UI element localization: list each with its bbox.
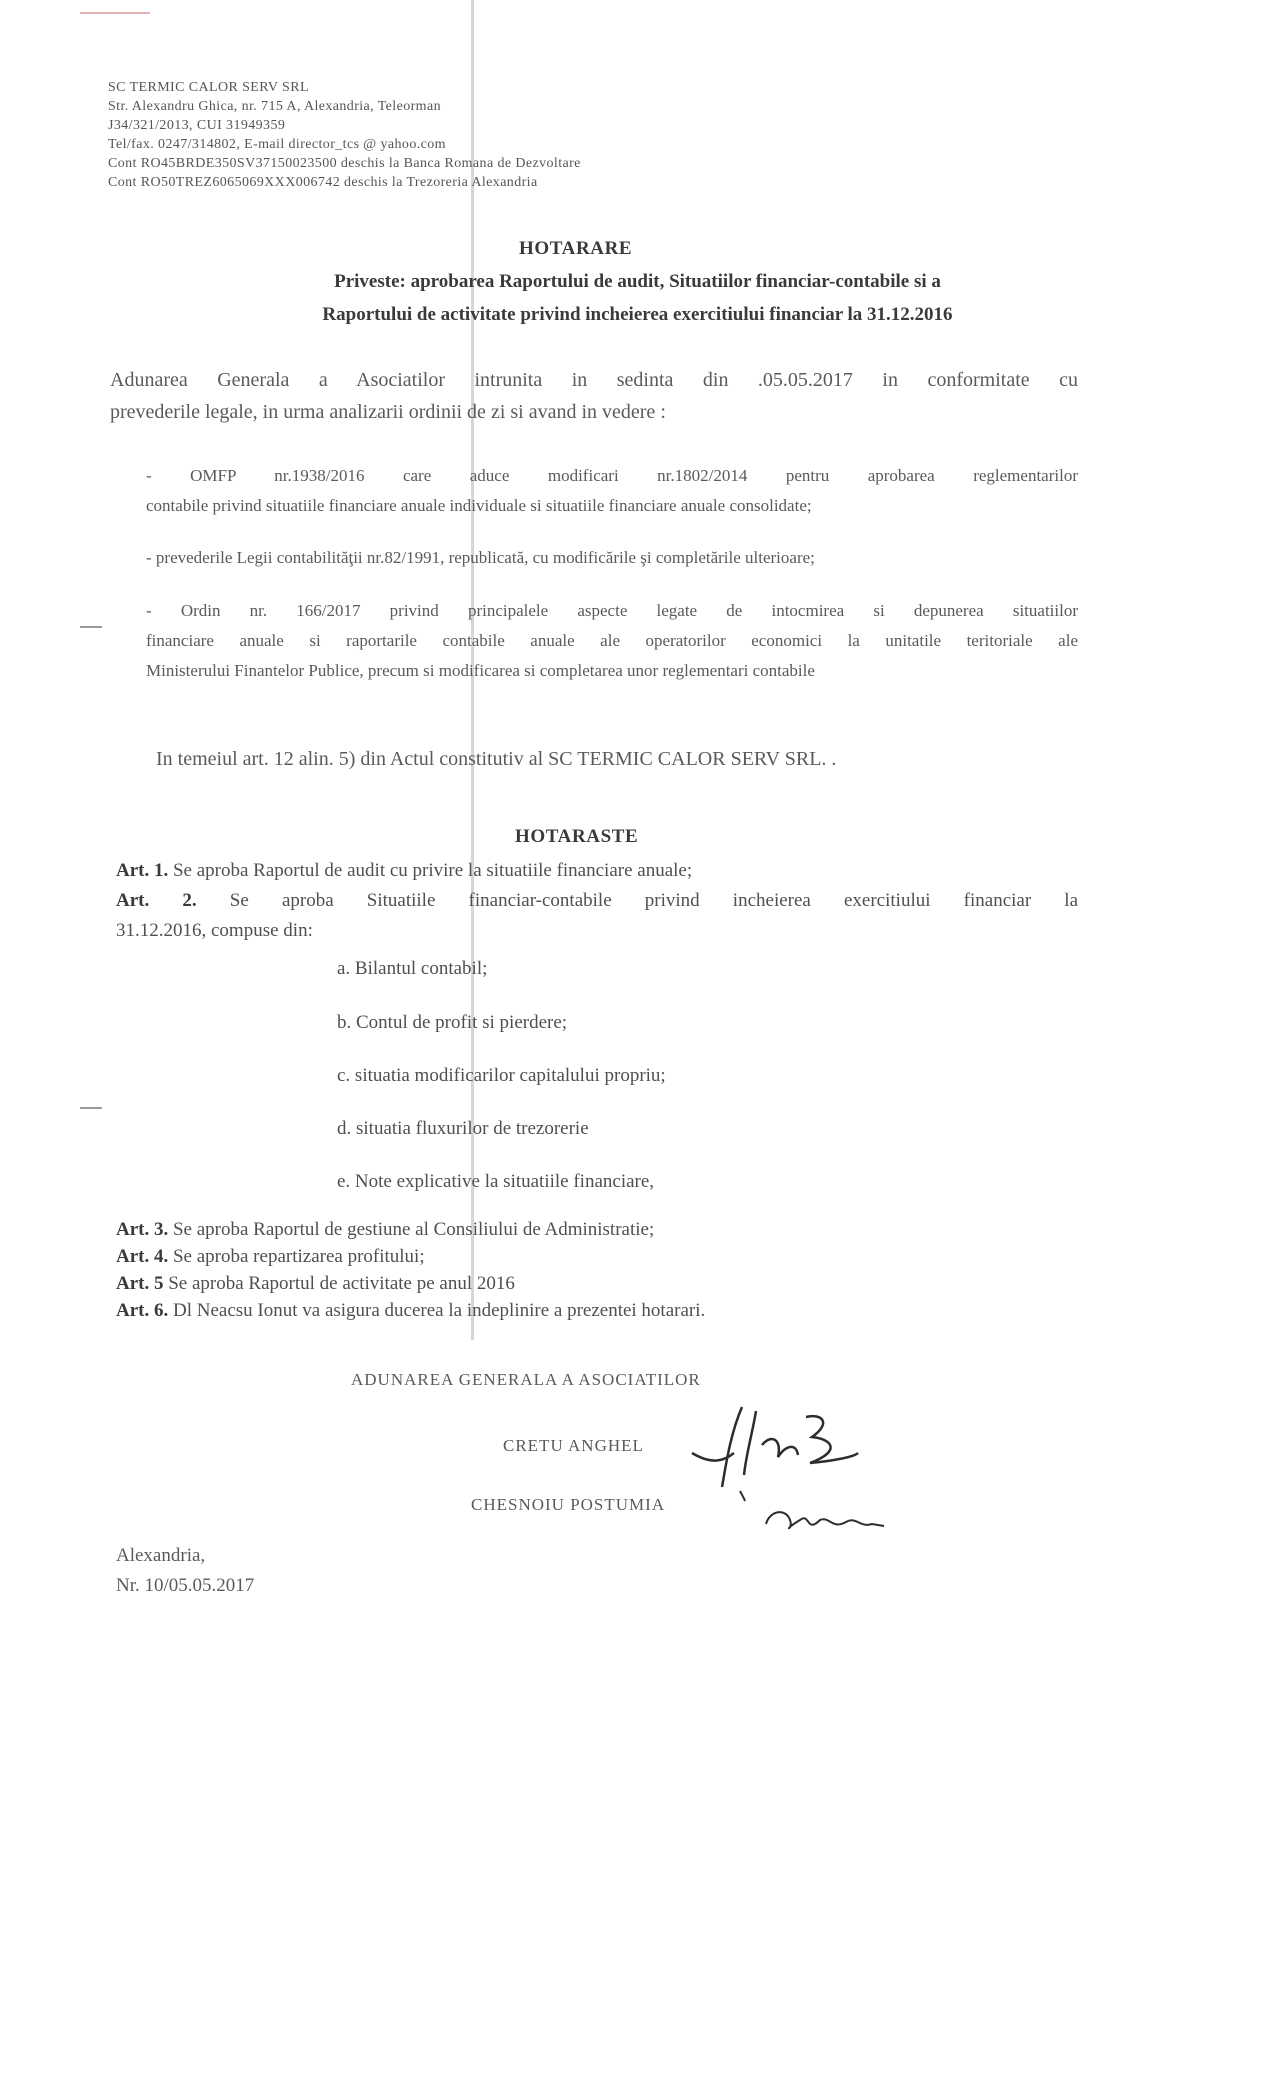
article-2-line-2: 31.12.2016, compuse din: [116,920,313,941]
intro-line-1: Adunarea Generala a Asociatilor intrunita in sedinta din .05.05.2017 in conformitate cu [110,369,1078,391]
article-text: Se aproba Situatiile financiar-contabile privind incheierea exercitiului financiar la [229,890,1079,911]
signatory-2-name: CHESNOIU POSTUMIA [471,1495,666,1514]
article-label: Art. 1. [116,860,169,881]
article-label: Art. 5 [116,1273,164,1294]
component-item: c. situatia modificarilor capitalului propriu; [337,1065,666,1086]
article-label: Art. 6. [116,1300,169,1321]
article-5 [116,1273,515,1295]
article-label: Art. 2. [116,890,197,911]
place: Alexandria, [116,1545,206,1566]
document-number: Nr. 10/05.05.2017 [116,1575,255,1596]
article-text: Se aproba Raportul de gestiune al Consiliului de Administratie; [172,1219,655,1240]
article-text: Se aproba repartizarea profitului; [172,1246,425,1267]
company-address: Str. Alexandru Ghica, nr. 715 A, Alexandria, Teleorman [108,99,441,114]
document-title: HOTARARE [519,238,633,259]
assembly-title: ADUNAREA GENERALA A ASOCIATILOR [351,1370,701,1389]
consideration-3-line-2: financiare anuale si raportarile contabile anuale ale operatorilor economici la unitatile teritoriale ale [146,631,1078,650]
scan-speck [80,626,102,628]
intro-line-2: prevederile legale, in urma analizarii ordinii de zi si avand in vedere : [110,401,666,423]
subject-line-2: Raportului de activitate privind incheierea exercitiului financiar la 31.12.2016 [322,304,953,325]
subject-line-1: Priveste: aprobarea Raportului de audit, Situatiilor financiar-contabile si a [334,271,941,292]
scan-speck [80,12,150,14]
component-item: e. Note explicative la situatiile financiare, [337,1171,655,1192]
article-text: Se aproba Raportul de activitate pe anul 2016 [168,1273,515,1294]
article-6 [116,1300,705,1322]
article-label: Art. 4. [116,1246,169,1267]
legal-basis: In temeiul art. 12 alin. 5) din Actul constitutiv al SC TERMIC CALOR SERV SRL. . [156,748,837,770]
company-contact: Tel/fax. 0247/314802, E-mail director_tcs @ yahoo.com [108,137,446,152]
component-item: b. Contul de profit si pierdere; [337,1012,568,1033]
article-label: Art. 3. [116,1219,169,1240]
article-1 [116,860,692,882]
consideration-3-line-1: - Ordin nr. 166/2017 privind principalele aspecte legate de intocmirea si depunerea situatiilor [146,601,1078,620]
article-text: Se aproba Raportul de audit cu privire la situatiile financiare anuale; [172,860,693,881]
decides-heading: HOTARASTE [515,826,639,847]
consideration-1-line-1: - OMFP nr.1938/2016 care aduce modificari nr.1802/2014 pentru aprobarea reglementarilor [146,466,1078,485]
consideration-2-line-1: - prevederile Legii contabilităţii nr.82/1991, republicată, cu modificările şi completările ulterioare; [146,548,815,567]
article-text: Dl Neacsu Ionut va asigura ducerea la indeplinire a prezentei hotarari. [172,1300,706,1321]
bank-account-2: Cont RO50TREZ6065069XXX006742 deschis la Trezoreria Alexandria [108,175,538,190]
article-4 [116,1246,425,1268]
signature-2-mark [760,1490,890,1540]
component-item: d. situatia fluxurilor de trezorerie [337,1118,589,1139]
consideration-3-line-3: Ministerului Finantelor Publice, precum si modificarea si completarea unor reglementari contabile [146,661,815,680]
article-3 [116,1219,654,1241]
article-2-line-1 [116,890,1078,912]
component-item: a. Bilantul contabil; [337,958,488,979]
signature-1-mark [682,1395,882,1505]
signatory-1-name: CRETU ANGHEL [503,1436,644,1455]
company-registration: J34/321/2013, CUI 31949359 [108,118,286,133]
scan-speck [80,1107,102,1109]
consideration-1-line-2: contabile privind situatiile financiare anuale individuale si situatiile financiare anuale consolidate; [146,496,812,515]
bank-account-1: Cont RO45BRDE350SV37150023500 deschis la Banca Romana de Dezvoltare [108,156,581,171]
company-name: SC TERMIC CALOR SERV SRL [108,80,309,95]
